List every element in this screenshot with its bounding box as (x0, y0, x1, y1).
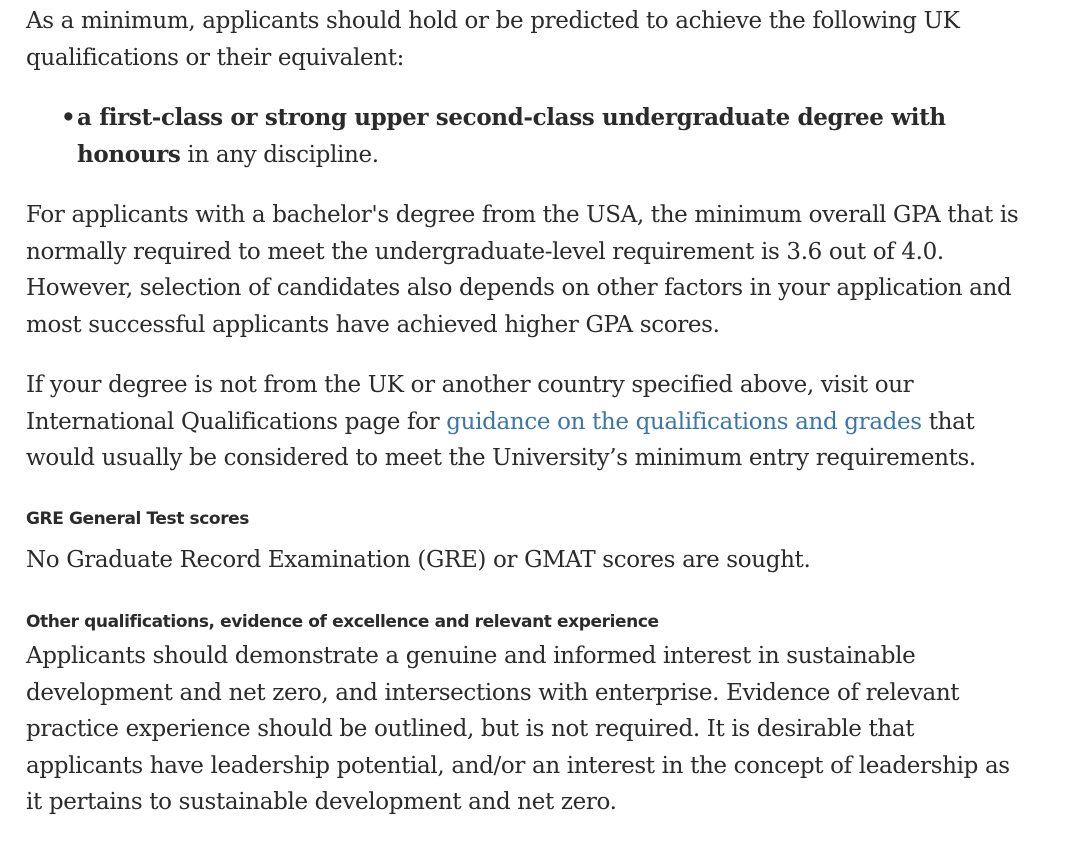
other-qualifications-heading: Other qualifications, evidence of excellence and relevant experience (26, 612, 659, 632)
requirement-bold-text: a first-class or strong upper second-class undergraduate degree with honours (77, 104, 946, 168)
bullet-dot-icon: • (61, 104, 76, 131)
international-text-after: that would usually be considered to meet the University’s minimum entry requirements. (26, 408, 976, 471)
international-qualifications-paragraph (26, 367, 1026, 477)
gpa-paragraph: For applicants with a bachelor's degree from the USA, the minimum overall GPA that is normally required to meet the undergraduate-level requirement is 3.6 out of 4.0. However, selection of candidates also depends on other factors in your application and most successful applicants have achieved higher GPA scores. (26, 202, 1019, 338)
minimum-requirements-intro: As a minimum, applicants should hold or be predicted to achieve the following UK qualifications or their equivalent: (26, 8, 960, 71)
gre-text: No Graduate Record Examination (GRE) or GMAT scores are sought. (26, 546, 811, 573)
requirement-item (61, 100, 1026, 173)
gre-heading: GRE General Test scores (26, 508, 250, 529)
other-qualifications-text: Applicants should demonstrate a genuine and informed interest in sustainable development and net zero, and intersections with enterprise. Evidence of relevant practice experience should be outlined, but is not required. It is desirable that applicants have leadership potential, and/or an interest in the concept of leadership as it pertains to sustainable development and net zero. (26, 643, 1010, 815)
entry-requirements-content (26, 0, 1026, 821)
requirement-rest-text: in any discipline. (180, 141, 379, 168)
guidance-link[interactable]: guidance on the qualifications and grades (446, 408, 922, 435)
requirements-list (26, 100, 1026, 173)
international-text-before: If your degree is not from the UK or another country specified above, visit our International Qualifications page for (26, 372, 914, 435)
